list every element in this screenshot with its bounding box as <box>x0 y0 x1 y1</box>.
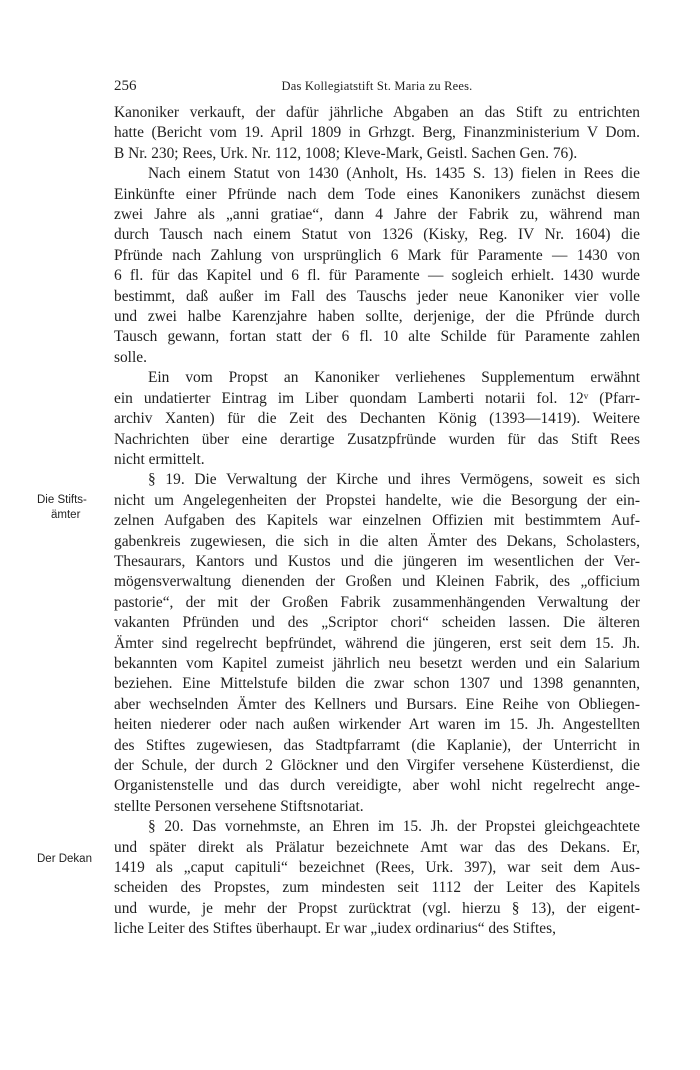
text-line: Nachrichten über eine derartige Zusatzpfründe wurden für das Stift Rees <box>114 430 640 448</box>
body-text <box>114 103 640 940</box>
text-line: und später direkt als Prälatur bezeichnete Amt war das des Dekans. Er, <box>114 838 640 856</box>
text-line: mögensverwaltung dienenden der Großen und Kleinen Fabrik, des „officium <box>114 573 640 591</box>
text-line: und wurde, je mehr der Propst zurücktrat (vgl. hierzu § 13), der eigent- <box>114 899 640 917</box>
text-line: solle. <box>114 348 147 366</box>
text-line: bekannten vom Kapitel zumeist jährlich neu besetzt werden und ein Salarium <box>114 654 640 672</box>
text-line: der Schule, der durch 2 Glöckner und den Virgifer versehene Küsterdienst, die <box>114 757 640 774</box>
text-line: archiv Xanten) für die Zeit des Dechanten König (1393—1419). Weitere <box>114 410 640 428</box>
text-line: vakanten Pfründen und des „Scriptor chori“ scheiden lassen. Die älteren <box>114 614 640 632</box>
marginal-note-dekan: Der Dekan <box>37 853 92 865</box>
marginal-note-line: ämter <box>51 509 81 521</box>
text-line: und zwei halbe Karenzjahre haben sollte, derjenige, der die Pfründe durch <box>114 308 640 326</box>
text-line: des Stiftes zugewiesen, das Stadtpfarramt (die Kaplanie), der Unterricht in <box>114 736 640 754</box>
text-line: beziehen. Eine Mittelstufe bilden die zwar schon 1307 und 1398 genannten, <box>114 675 640 693</box>
text-line: Einkünfte einer Pfründe nach dem Tode eines Kanonikers zunächst diesem <box>114 185 640 203</box>
text-line: aber wechselnden Ämter des Kellners und Bursars. Eine Reihe von Obliegen- <box>114 695 640 713</box>
page-number: 256 <box>114 78 137 94</box>
text-line: stellte Personen versehene Stiftsnotariat. <box>114 797 364 815</box>
paragraph <box>114 470 640 817</box>
running-head <box>114 78 640 98</box>
text-line: B Nr. 230; Rees, Urk. Nr. 112, 1008; Kleve-Mark, Geistl. Sachen Gen. 76). <box>114 144 578 162</box>
text-line: nicht ermittelt. <box>114 450 205 468</box>
text-line: nicht um Angelegenheiten der Propstei handelte, wie die Besorgung der ein- <box>114 491 640 509</box>
text-line: Ämter sind regelrecht bepfründet, während die jüngeren, erst seit dem 15. Jh. <box>114 634 640 652</box>
text-line: zwei Jahre als „anni gratiae“, dann 4 Jahre der Fabrik zu, während man <box>114 206 640 224</box>
text-line: scheiden des Propstes, zum mindesten seit 1112 der Leiter des Kapitels <box>114 879 640 897</box>
text-line: Organistenstelle und das durch vereidigte, aber wohl nicht regelrecht ange- <box>114 777 640 795</box>
text-line: 1419 als „caput capituli“ bezeichnet (Rees, Urk. 397), war seit dem Aus- <box>114 859 640 877</box>
text-line: Thesaurars, Kantors und Kustos und die jüngeren im wesentlichen der Ver- <box>114 552 640 570</box>
text-line: hatte (Bericht vom 19. April 1809 in Grhzgt. Berg, Finanzministerium V Dom. <box>114 124 640 142</box>
marginal-note-stiftsaemter <box>37 493 107 523</box>
text-line: durch Tausch nach einem Statut von 1326 (Kisky, Reg. IV Nr. 1604) die <box>114 226 640 244</box>
running-title: Das Kollegiatstift St. Maria zu Rees. <box>281 79 473 93</box>
text-line: heiten niederer oder nach außen wirkender Art waren im 15. Jh. Angestellten <box>114 716 640 734</box>
text-line: § 20. Das vornehmste, an Ehren im 15. Jh. der Propstei gleichgeachtete <box>148 818 640 836</box>
text-line: Kanoniker verkauft, der dafür jährliche Abgaben an das Stift zu entrichten <box>114 104 640 121</box>
paragraph <box>114 817 640 939</box>
paragraph <box>114 164 640 368</box>
text-line: Tausch gewann, fortan statt der 6 fl. 10 alte Schilde für Paramente zahlen <box>114 328 640 346</box>
text-line: § 19. Die Verwaltung der Kirche und ihres Vermögens, soweit es sich <box>148 471 640 489</box>
text-line: ein undatierter Eintrag im Liber quondam Lamberti notarii fol. 12ᵛ (Pfarr- <box>114 389 640 407</box>
paragraph <box>114 103 640 164</box>
text-line: gabenkreis zugewiesen, die sich in die alten Ämter des Dekans, Scholasters, <box>114 532 640 550</box>
text-line: pastorie“, der mit der Großen Fabrik zusammenhängenden Verwaltung der <box>114 593 640 611</box>
text-line: Pfründe nach Zahlung von ursprünglich 6 Mark für Paramente — 1430 von <box>114 246 640 264</box>
text-line: Nach einem Statut von 1430 (Anholt, Hs. 1435 S. 13) fielen in Rees die <box>148 165 640 183</box>
text-line: bestimmt, daß außer im Fall des Tauschs jeder neue Kanoniker vier volle <box>114 287 640 305</box>
paragraph <box>114 368 640 470</box>
text-line: liche Leiter des Stiftes überhaupt. Er war „iudex ordinarius“ des Stiftes, <box>114 920 556 938</box>
text-line: zelnen Aufgaben des Kapitels war einzelnen Offizien mit bestimmtem Auf- <box>114 512 640 530</box>
marginal-note-line: Die Stifts- <box>37 494 87 506</box>
text-line: 6 fl. für das Kapitel und 6 fl. für Paramente — sogleich erhielt. 1430 wurde <box>114 267 640 285</box>
text-line: Ein vom Propst an Kanoniker verliehenes Supplementum erwähnt <box>148 369 640 387</box>
